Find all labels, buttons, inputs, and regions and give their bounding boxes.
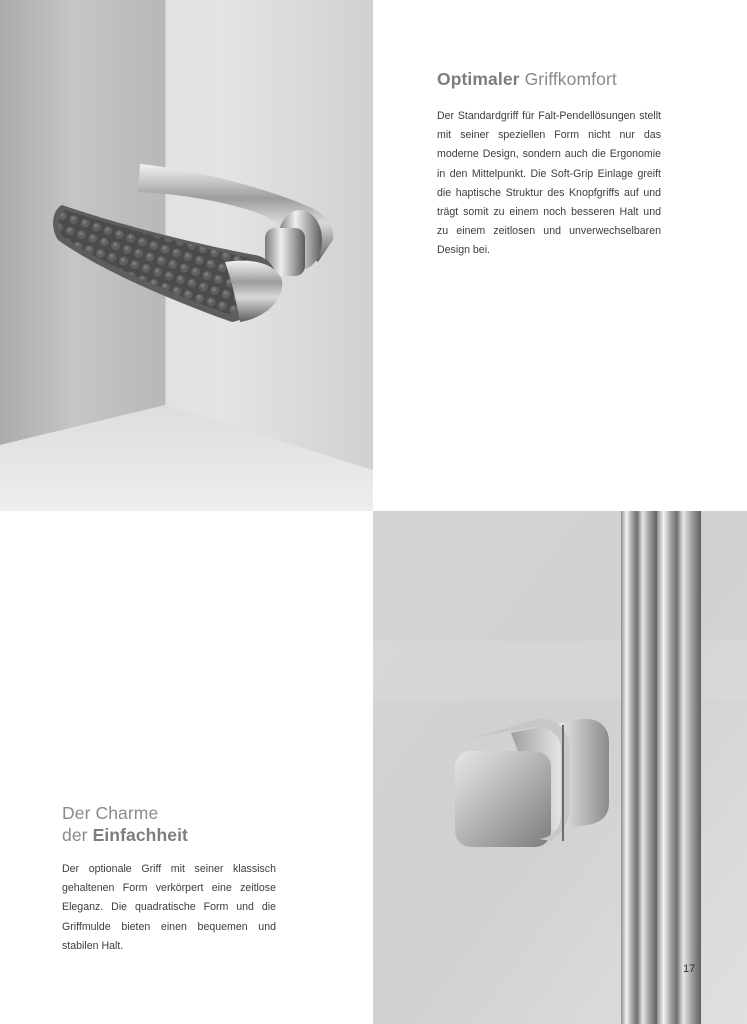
title-line-1: Der Charme <box>62 803 159 823</box>
section-body-einfachheit: Der optionale Griff mit seiner klassisch gehaltenen Form verkörpert eine zeitlose Eleganz. Die quadratische Form und die Griffmulde bieten einen bequemen und stabilen Halt. <box>62 863 276 952</box>
title-regular-part: Griffkomfort <box>524 69 617 89</box>
section-title-einfachheit <box>62 802 322 846</box>
title-bold-part: Optimaler <box>437 69 520 89</box>
section-title-griffkomfort <box>437 68 697 90</box>
title-line-2-regular: der <box>62 825 88 845</box>
lever-handle-photo <box>0 0 373 511</box>
title-line-2-bold: Einfachheit <box>92 825 188 845</box>
square-knob-handle-photo <box>373 511 747 1024</box>
section-body-griffkomfort: Der Standardgriff für Falt-Pendellösungen stellt mit seiner speziellen Form nicht nur das moderne Design, sondern auch die Ergonomie in den Mittelpunkt. Die Soft-Grip Einlage greift die haptische Struktur des Knopfgriffs auf und trägt somit zu einem noch besseren Halt und zu einem zeitlosen und unverwechselbaren Design bei. <box>437 110 661 257</box>
page-number: 17 <box>683 963 696 975</box>
